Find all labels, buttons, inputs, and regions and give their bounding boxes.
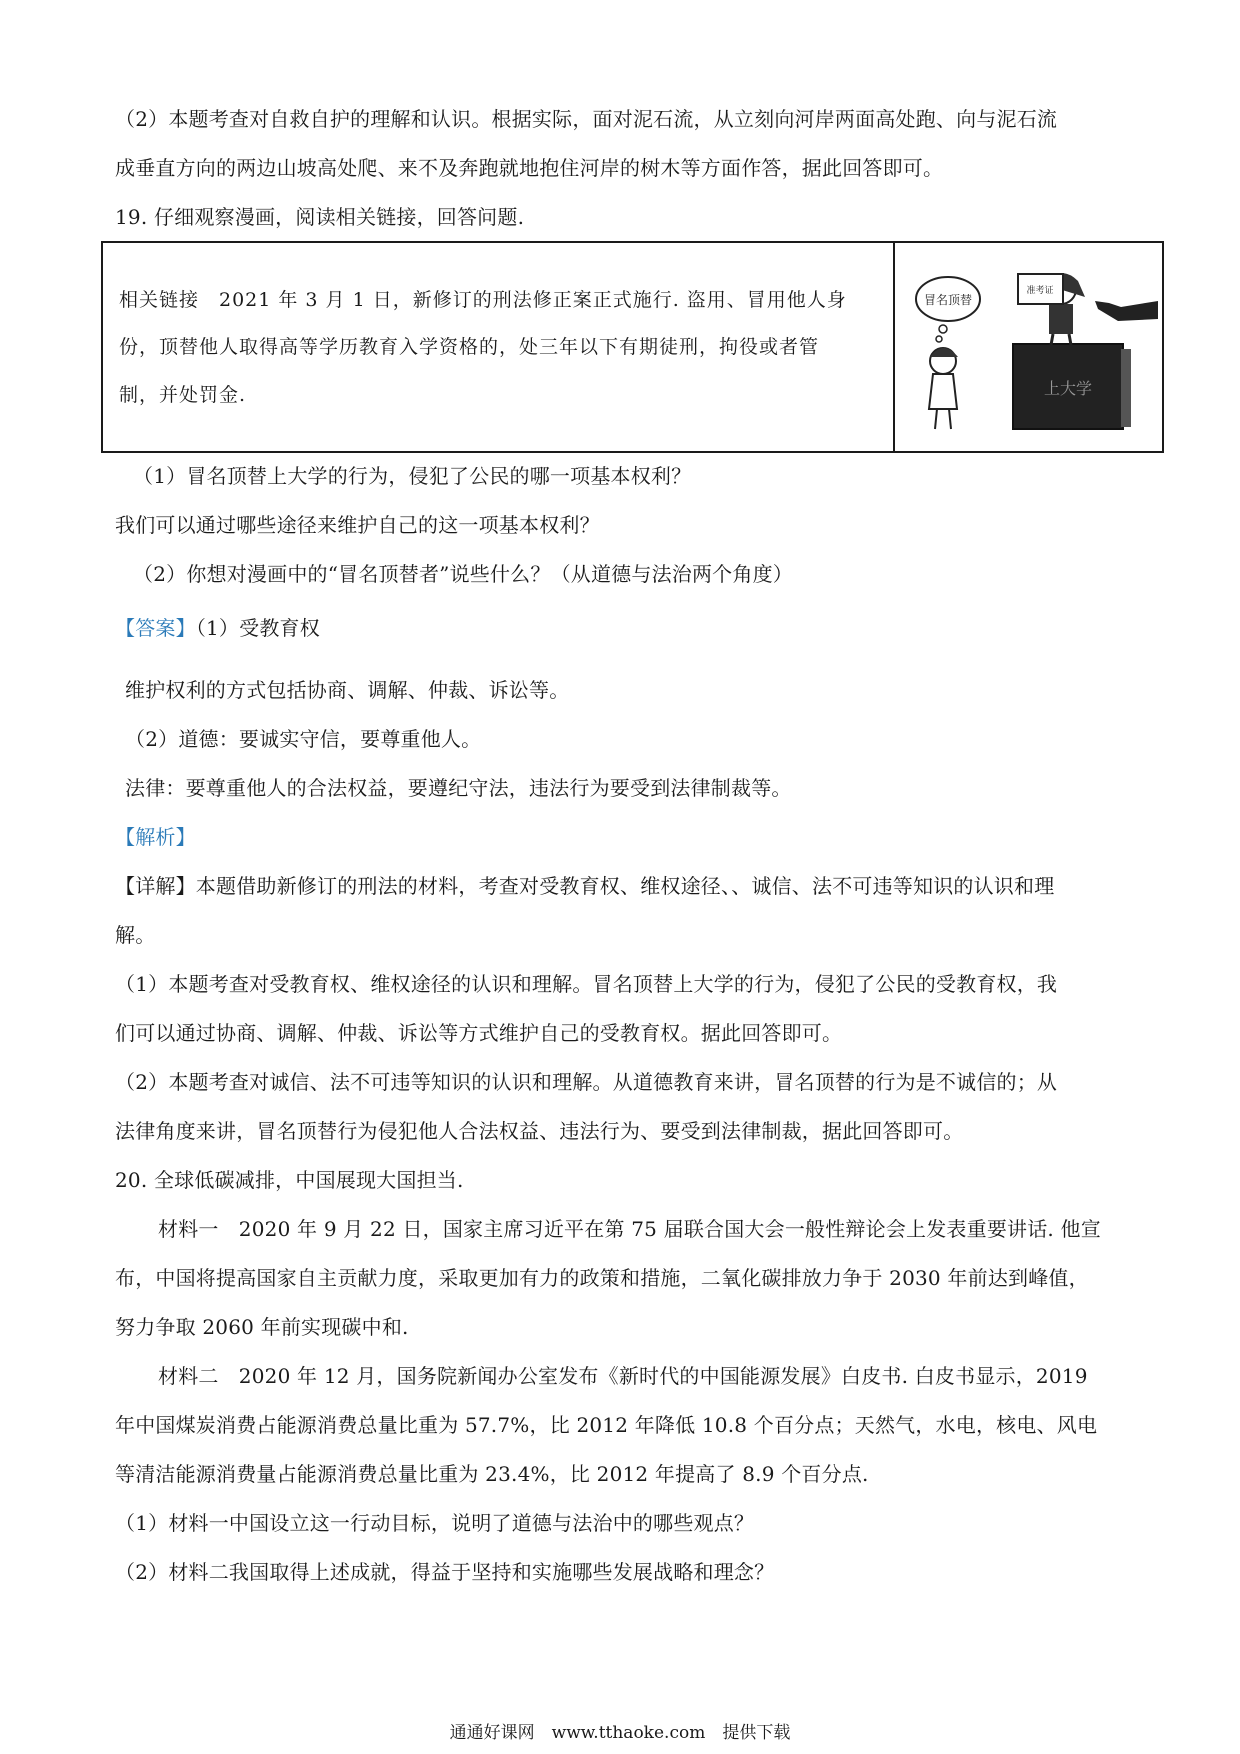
answer-line — [115, 614, 320, 642]
material-1-line: 努力争取 2060 年前实现碳中和. — [115, 1315, 409, 1339]
material-1-line: 布，中国将提高国家自主贡献力度，采取更加有力的政策和措施，二氧化碳排放力争于 2030 年前达到峰值， — [115, 1266, 1089, 1290]
text-line: 成垂直方向的两边山坡高处爬、来不及奔跑就地抱住河岸的树木等方面作答，据此回答即可。 — [115, 156, 944, 180]
detail-line: 【详解】本题借助新修订的刑法的材料，考查对受教育权、维权途径、、诚信、法不可违等知识的认识和理 — [115, 874, 1055, 898]
question-19-1b: 我们可以通过哪些途径来维护自己的这一项基本权利？ — [115, 513, 600, 537]
material-1-line: 材料一 2020 年 9 月 22 日，国家主席习近平在第 75 届联合国大会一般性辩论会上发表重要讲话. 他宣 — [158, 1217, 1101, 1241]
answer-1b: 维护权利的方式包括协商、调解、仲裁、诉讼等。 — [125, 678, 570, 702]
link-text-line: 相关链接 2021 年 3 月 1 日，新修订的刑法修正案正式施行. 盗用、冒用他人身 — [119, 289, 847, 311]
page-footer: 通通好课网 www.tthaoke.com 提供下载 — [449, 1723, 791, 1743]
answer-1: （1）受教育权 — [195, 616, 320, 640]
answer-tag: 【答案】 — [115, 616, 196, 640]
detail-line: （2）本题考查对诚信、法不可违等知识的认识和理解。从道德教育来讲，冒名顶替的行为是不诚信的；从 — [115, 1070, 1058, 1094]
question-19-title: 19. 仔细观察漫画，阅读相关链接，回答问题. — [115, 205, 525, 229]
book-label: 上大学 — [1043, 379, 1093, 398]
link-text-line: 制，并处罚金. — [119, 384, 247, 406]
material-2-line: 材料二 2020 年 12 月，国务院新闻办公室发布《新时代的中国能源发展》白皮书. 白皮书显示，2019 — [158, 1364, 1088, 1388]
table-divider — [893, 243, 895, 451]
analysis-tag: 【解析】 — [115, 825, 196, 849]
link-text-line: 份，顶替他人取得高等学历教育入学资格的，处三年以下有期徒刑，拘役或者管 — [119, 336, 820, 358]
question-19-1: （1）冒名顶替上大学的行为，侵犯了公民的哪一项基本权利？ — [133, 464, 692, 488]
question-20-1: （1）材料一中国设立这一行动目标，说明了道德与法治中的哪些观点？ — [115, 1511, 755, 1535]
question-20-2: （2）材料二我国取得上述成就，得益于坚持和实施哪些发展战略和理念？ — [115, 1560, 775, 1584]
detail-line: 法律角度来讲，冒名顶替行为侵犯他人合法权益、违法行为、要受到法律制裁，据此回答即可。 — [115, 1119, 964, 1143]
related-link-table — [101, 241, 1164, 453]
answer-2b: 法律：要尊重他人的合法权益，要遵纪守法，违法行为要受到法律制裁等。 — [125, 776, 792, 800]
material-2-line: 等清洁能源消费量占能源消费总量比重为 23.4%，比 2012 年提高了 8.9 个百分点. — [115, 1462, 869, 1486]
material-2-line: 年中国煤炭消费占能源消费总量比重为 57.7%，比 2012 年降低 10.8 个百分点；天然气，水电，核电、风电 — [115, 1413, 1098, 1437]
question-19-2: （2）你想对漫画中的“冒名顶替者”说些什么？（从道德与法治两个角度） — [133, 562, 793, 586]
detail-line: 解。 — [115, 923, 156, 947]
cartoon-image — [903, 249, 1158, 445]
question-20-title: 20. 全球低碳减排，中国展现大国担当. — [115, 1168, 464, 1192]
card-label: 准考证 — [1026, 286, 1054, 296]
speech-bubble-text: 冒名顶替 — [923, 293, 973, 307]
detail-line: （1）本题考查对受教育权、维权途径的认识和理解。冒名顶替上大学的行为，侵犯了公民的受教育权，我 — [115, 972, 1058, 996]
detail-line: 们可以通过协商、调解、仲裁、诉讼等方式维护自己的受教育权。据此回答即可。 — [115, 1021, 843, 1045]
answer-2: （2）道德：要诚实守信，要尊重他人。 — [125, 727, 482, 751]
text-line: （2）本题考查对自救自护的理解和认识。根据实际，面对泥石流，从立刻向河岸两面高处跑、向与泥石流 — [115, 107, 1058, 131]
